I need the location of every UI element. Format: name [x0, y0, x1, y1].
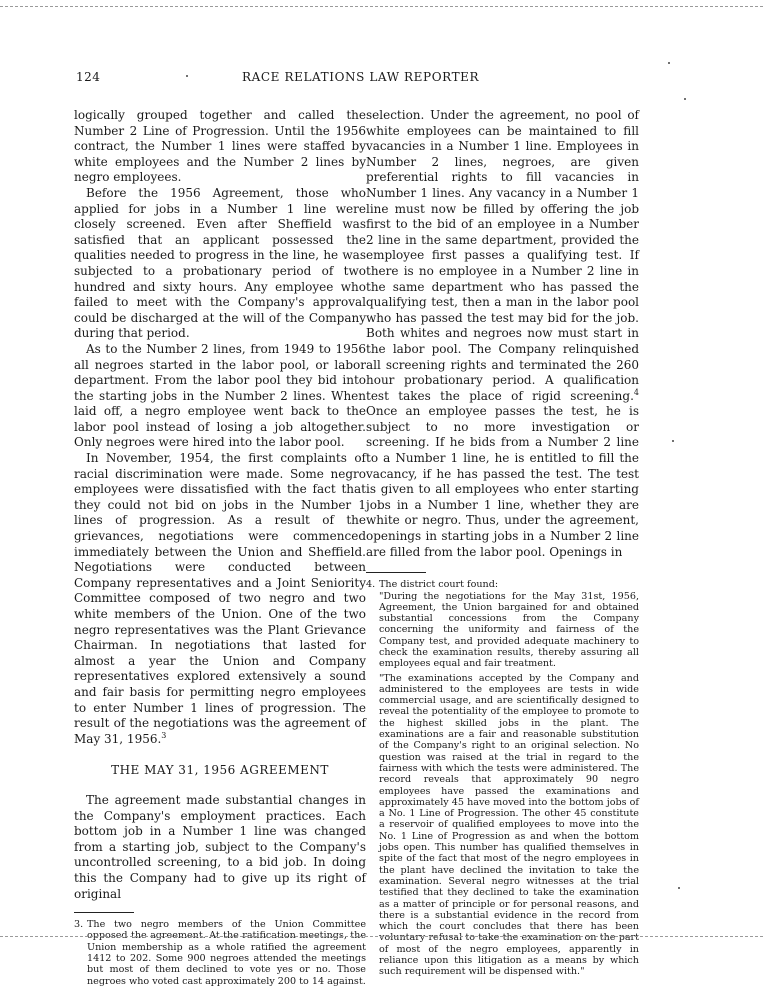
left-paragraph-4	[74, 451, 366, 747]
footnote-ref-3: 3	[161, 730, 167, 740]
scan-speck	[672, 440, 674, 442]
left-paragraph-4-text: In November, 1954, the first complaints of racial discrimination were made. Some negro employees were dissatisfied with the fact that they could not bid on jobs in the Number 1 lines of progression. As a result of the grievances, negotiations were commenced immediately between the Union and Sheffield. Negotiations were conducted between Company representatives and a Joint Seniority Committee composed of two negro and two white members of the Union. One of the two negro representatives was the Plant Grievance Chairman. In negotiations that lasted for almost a year the Union and Company representatives explored extensively a sound and fair basis for permitting negro employees to enter Number 1 lines of progression. The result of the negotiations was the agreement of May 31, 1956.	[74, 451, 366, 746]
footnote-3-number: 3.	[74, 919, 84, 931]
footnote-4-number: 4.	[366, 579, 376, 591]
right-column	[366, 108, 639, 981]
left-paragraph-2: Before the 1956 Agreement, those who applied for jobs in a Number 1 line were closely screened. Even after Sheffield was satisfied that an applicant possessed the qualities needed to progress in the line, he was subjected to a probationary period of two hundred and sixty hours. Any employee who failed to meet with the Company's approval could be discharged at the will of the Company during that period.	[74, 185, 366, 341]
section-heading: THE MAY 31, 1956 AGREEMENT	[111, 763, 329, 778]
top-scan-border	[0, 6, 763, 7]
footnote-3	[74, 919, 366, 987]
footnote-divider	[74, 912, 134, 913]
footnote-4-quote-1: "During the negotiations for the May 31st, 1956, Agreement, the Union bargained for and obtained substantial concessions from the Company concerning the uniformity and fairness of the Company test, and provided adequate machinery to check the examination results, thereby assuring all employees equal and fair treatment.	[379, 590, 639, 670]
footnote-3-text: The two negro members of the Union Committee opposed the agreement. At the ratification meetings, the Union membership as a whole ratified the agreement 1412 to 202. Some 900 negroes attended the meetings but most of them declined to vote yes or no. Those negroes who voted cast approximately 200 to 14 against.	[87, 919, 366, 987]
right-paragraph-text-2: Once an employee passes the test, he is subject to no more investigation or screening. If he bids from a Number 2 line to a Number 1 line, he is entitled to fill the vacancy, if he has passed the test. The test is given to all employees who enter starting jobs in a Number 1 line, whether they are white or negro. Thus, under the agreement, openings in starting jobs in a Number 2 line are filled from the labor pool. Openings in	[366, 404, 639, 559]
left-column	[74, 108, 366, 987]
footnote-4-quote-2: "The examinations accepted by the Company and administered to the employees are tests in wide commercial usage, and are scientifically designed to reveal the potentiality of the employee to promote to the highest skilled jobs in the plant. The examinations are a fair and reasonable substitution of the Company's right to an original selection. No question was raised at the trial in regard to the fairness with which the tests were administered. The record reveals that approximately 90 negro employees have passed the examinations and approximately 45 have moved into the bottom jobs of a No. 1 Line of Progression. The other 45 constitute a reservoir of qualified employees to move into the No. 1 Line of Progression as and when the bottom jobs open. This number has qualified themselves in spite of the fact that most of the negro employees in the plant have declined the invitation to take the examination. Several negro witnesses at the trial testified that they declined to take the examination as a matter of principle or for personal reasons, and there is a substantial evidence in the record from which the court concludes that there has been voluntary refusal to take the examination on the part of most of the negro employees, apparently in reliance upon this litigation as a means by which such requirement will be dispensed with."	[379, 672, 639, 978]
bottom-scan-border	[0, 936, 763, 937]
section-paragraph: The agreement made substantial changes in the Company's employment practices. Each bottom job in a Number 1 line was changed from a starting job, subject to the Company's uncontrolled screening, to a bid job. In doing this the Company had to give up its right of original	[74, 792, 366, 901]
footnote-4-intro: The district court found:	[379, 579, 499, 591]
left-paragraph-1: logically grouped together and called the Number 2 Line of Progression. Until the 1956 contract, the Number 1 lines were staffed by white employees and the Number 2 lines by negro employees.	[74, 108, 366, 185]
left-paragraph-3: As to the Number 2 lines, from 1949 to 1956 all negroes started in the labor pool, or labor department. From the labor pool they bid into the starting jobs in the Number 2 lines. When laid off, a negro employee went back to the labor pool instead of losing a job altogether. Only negroes were hired into the labor pool.	[74, 341, 366, 450]
scan-speck	[186, 75, 188, 77]
right-paragraph-text-1: selection. Under the agreement, no pool of white employees can be maintained to fill vacancies in a Number 1 line. Employees in Number 2 lines, negroes, are given preferential rights to fill vacancies in Number 1 lines. Any vacancy in a Number 1 line must now be filled by offering the job first to the bid of an employee in a Number 2 line in the same department, provided the employee first passes a qualifying test. If there is no employee in a Number 2 line in the same department who has passed the qualifying test, then a man in the labor pool who has passed the test may bid for the job. Both whites and negroes now must start in the labor pool. The Company relinquished all screening rights and terminated the 260 hour probationary period. A qualification test takes the place of rigid screening.	[366, 108, 639, 403]
scan-speck	[678, 887, 680, 889]
footnote-4	[366, 579, 639, 980]
page-number: 124	[76, 70, 101, 84]
footnote-ref-4: 4	[633, 387, 639, 397]
right-paragraph	[366, 108, 639, 560]
scan-speck	[668, 62, 670, 64]
scan-speck	[684, 98, 686, 100]
footnote-divider	[366, 572, 426, 573]
running-head: RACE RELATIONS LAW REPORTER	[242, 70, 480, 84]
